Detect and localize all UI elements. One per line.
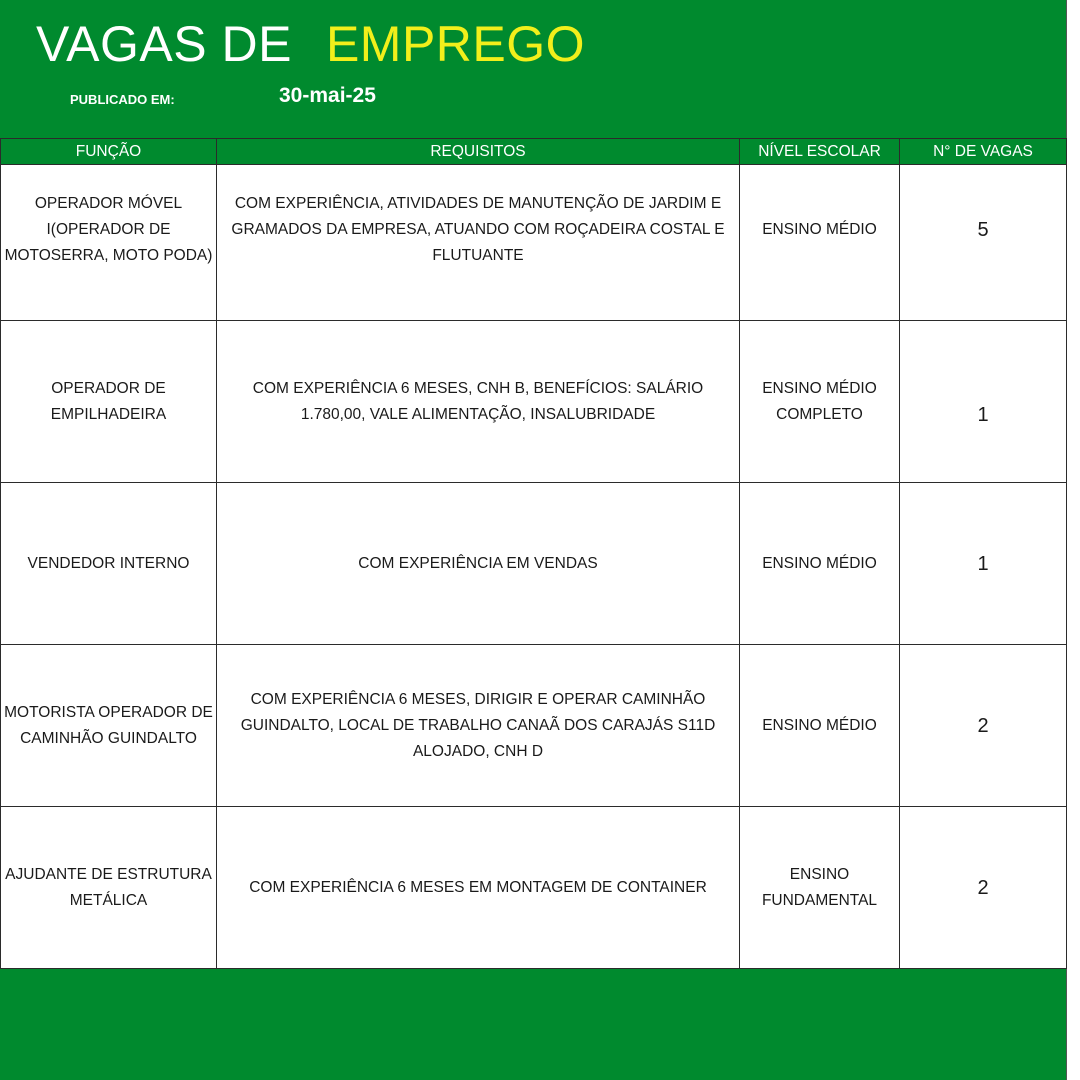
table-row [1,807,1067,969]
published-date: 30-mai-25 [279,84,376,107]
cell-nivel-text: ENSINO MÉDIO COMPLETO [762,379,877,423]
cell-nivel [740,807,900,969]
title-yellow: EMPREGO [325,16,586,72]
table-row [1,483,1067,645]
cell-funcao [1,483,217,645]
table-row [1,321,1067,483]
column-header-nivel-escolar: NÍVEL ESCOLAR [740,139,900,165]
cell-funcao-text: MOTORISTA OPERADOR DE CAMINHÃO GUINDALTO [4,703,213,747]
jobs-table [0,138,1067,969]
cell-requisitos [217,483,740,645]
cell-vagas [900,483,1067,645]
cell-vagas [900,807,1067,969]
cell-vagas-text: 1 [977,552,989,575]
cell-requisitos-text: COM EXPERIÊNCIA 6 MESES EM MONTAGEM DE CONTAINER [249,878,707,896]
cell-requisitos [217,645,740,807]
cell-vagas [900,645,1067,807]
cell-funcao-text: OPERADOR DE EMPILHADEIRA [50,379,167,423]
cell-nivel [740,483,900,645]
cell-nivel-text: ENSINO FUNDAMENTAL [761,865,878,909]
table-row [1,165,1067,321]
cell-nivel [740,645,900,807]
cell-vagas [900,321,1067,483]
cell-requisitos-text: COM EXPERIÊNCIA EM VENDAS [358,554,598,572]
page-title [36,14,585,74]
cell-funcao [1,645,217,807]
cell-nivel-text: ENSINO MÉDIO [762,554,877,572]
cell-nivel [740,321,900,483]
cell-requisitos-text: COM EXPERIÊNCIA 6 MESES, DIRIGIR E OPERAR CAMINHÃO GUINDALTO, LOCAL DE TRABALHO CANAÃ DOS CARAJÁS S11D ALOJADO, CNH D [240,690,716,760]
column-header-funcao: FUNÇÃO [1,139,217,165]
cell-funcao-text: AJUDANTE DE ESTRUTURA METÁLICA [5,865,212,909]
cell-vagas [900,165,1067,321]
table-header-row [1,139,1067,165]
column-header-vagas: N° DE VAGAS [900,139,1067,165]
cell-requisitos [217,165,740,321]
published-label: PUBLICADO EM: [70,92,175,107]
column-header-requisitos: REQUISITOS [217,139,740,165]
cell-funcao-text: VENDEDOR INTERNO [27,554,190,572]
cell-funcao-text: OPERADOR MÓVEL I(OPERADOR DE MOTOSERRA, MOTO PODA) [4,194,213,264]
cell-vagas-text: 2 [977,714,989,737]
cell-nivel-text: ENSINO MÉDIO [762,220,877,238]
cell-requisitos-text: COM EXPERIÊNCIA, ATIVIDADES DE MANUTENÇÃO DE JARDIM E GRAMADOS DA EMPRESA, ATUANDO COM ROÇADEIRA COSTAL E FLUTUANTE [231,194,725,264]
cell-vagas-text: 1 [977,403,989,426]
cell-nivel [740,165,900,321]
cell-vagas-text: 2 [977,876,989,899]
cell-nivel-text: ENSINO MÉDIO [762,716,877,734]
cell-funcao [1,165,217,321]
cell-requisitos-text: COM EXPERIÊNCIA 6 MESES, CNH B, BENEFÍCIOS: SALÁRIO 1.780,00, VALE ALIMENTAÇÃO, INSALUBRIDADE [252,379,704,423]
cell-funcao [1,321,217,483]
cell-requisitos [217,807,740,969]
title-white: VAGAS DE [36,16,292,72]
cell-funcao [1,807,217,969]
cell-vagas-text: 5 [977,218,989,241]
table-row [1,645,1067,807]
cell-requisitos [217,321,740,483]
